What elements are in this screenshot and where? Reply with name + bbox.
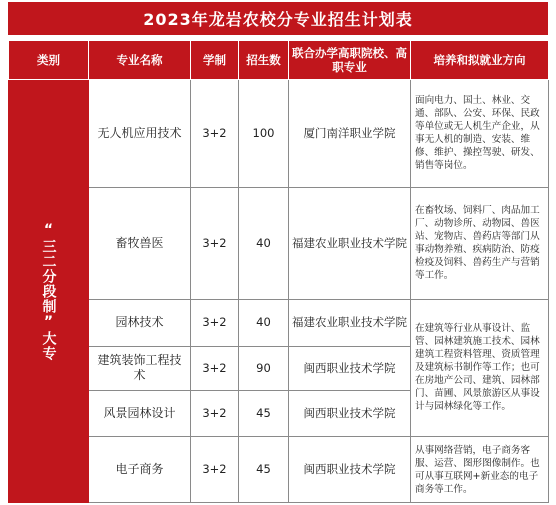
partner-college: 闽西职业技术学院 bbox=[289, 437, 411, 503]
partner-college: 福建农业职业技术学院 bbox=[289, 299, 411, 346]
header-category: 类别 bbox=[9, 41, 89, 80]
quota: 40 bbox=[239, 299, 289, 346]
career-direction: 面向电力、国土、林业、交通、部队、公安、环保、民政等单位或无人机生产企业，从事无人机的制造、安装、维修、维护、操控驾驶、研发、销售等岗位。 bbox=[411, 80, 549, 188]
major-name: 畜牧兽医 bbox=[89, 187, 191, 299]
table-row bbox=[9, 299, 549, 346]
duration: 3+2 bbox=[191, 299, 239, 346]
page-title: 2023年龙岩农校分专业招生计划表 bbox=[8, 2, 548, 35]
quota: 90 bbox=[239, 346, 289, 390]
major-name: 无人机应用技术 bbox=[89, 80, 191, 188]
major-name: 风景园林设计 bbox=[89, 390, 191, 436]
duration: 3+2 bbox=[191, 80, 239, 188]
quota: 100 bbox=[239, 80, 289, 188]
major-name: 电子商务 bbox=[89, 437, 191, 503]
enrollment-plan-table bbox=[8, 40, 549, 503]
header-partner: 联合办学高职院校、高职专业 bbox=[289, 41, 411, 80]
table-row bbox=[9, 437, 549, 503]
duration: 3+2 bbox=[191, 346, 239, 390]
table-row bbox=[9, 80, 549, 188]
table-header-row bbox=[9, 41, 549, 80]
duration: 3+2 bbox=[191, 187, 239, 299]
category-label: “三二分段制”大专 bbox=[40, 221, 57, 361]
partner-college: 厦门南洋职业学院 bbox=[289, 80, 411, 188]
career-direction: 从事网络营销，电子商务客服、运营、图形图像制作。也可从事互联网+新业态的电子商务等工作。 bbox=[411, 437, 549, 503]
quota: 45 bbox=[239, 437, 289, 503]
partner-college: 闽西职业技术学院 bbox=[289, 346, 411, 390]
table-row bbox=[9, 187, 549, 299]
category-cell bbox=[9, 80, 89, 503]
partner-college: 闽西职业技术学院 bbox=[289, 390, 411, 436]
header-quota: 招生数 bbox=[239, 41, 289, 80]
career-direction: 在畜牧场、饲料厂、肉品加工厂、动物诊所、动物园、兽医站、宠物店、兽药店等部门从事动物养殖、疾病防治、防疫检疫及饲料、兽药生产与营销等工作。 bbox=[411, 187, 549, 299]
quota: 40 bbox=[239, 187, 289, 299]
major-name: 建筑装饰工程技术 bbox=[89, 346, 191, 390]
major-name: 园林技术 bbox=[89, 299, 191, 346]
quota: 45 bbox=[239, 390, 289, 436]
partner-college: 福建农业职业技术学院 bbox=[289, 187, 411, 299]
duration: 3+2 bbox=[191, 437, 239, 503]
duration: 3+2 bbox=[191, 390, 239, 436]
career-direction-shared: 在建筑等行业从事设计、监管、园林建筑施工技术、园林建筑工程资料管理、资质管理及建筑标书制作等工作；也可在房地产公司、建筑、园林部门、苗圃、风景旅游区从事设计与园林绿化等工作。 bbox=[411, 299, 549, 436]
header-direction: 培养和拟就业方向 bbox=[411, 41, 549, 80]
header-duration: 学制 bbox=[191, 41, 239, 80]
header-major: 专业名称 bbox=[89, 41, 191, 80]
